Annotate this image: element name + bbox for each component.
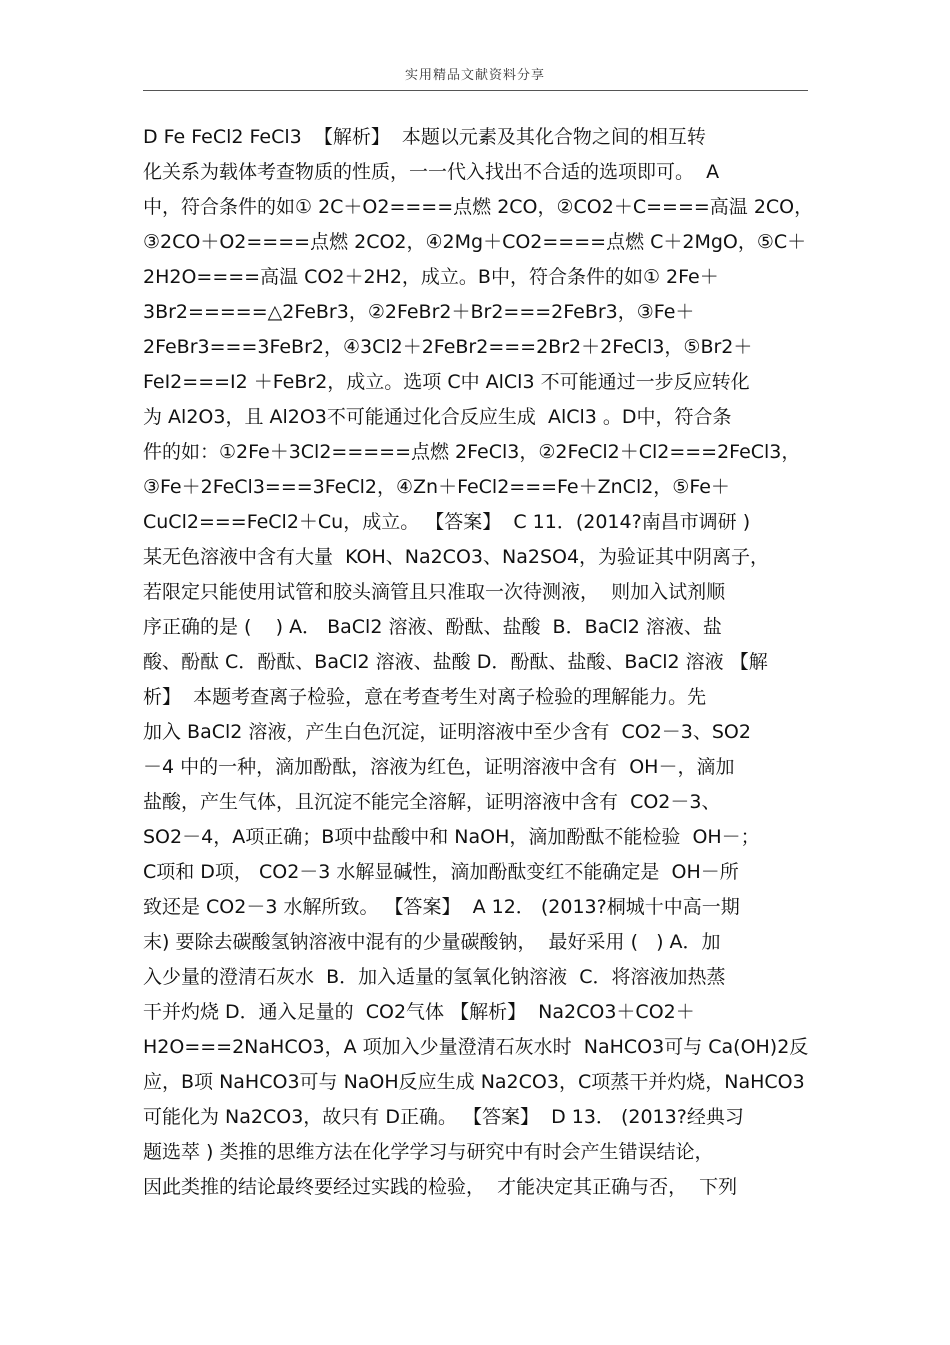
document-body bbox=[143, 120, 833, 1205]
text-line: C项和 D项， CO2－3 水解显碱性，滴加酚酞变红不能确定是 OH－所 bbox=[143, 861, 739, 883]
text-line: 为 Al2O3，且 Al2O3不可能通过化合反应生成 AlCl3 。D中，符合条 bbox=[143, 406, 732, 428]
text-line: 件的如：①2Fe＋3Cl2=====点燃 2FeCl3，②2FeCl2＋Cl2===2FeCl3， bbox=[143, 441, 801, 463]
text-line: SO2－4，A项正确；B项中盐酸中和 NaOH，滴加酚酞不能检验 OH－； bbox=[143, 826, 760, 848]
page-header: 实用精品文献资料分享 bbox=[404, 68, 545, 83]
text-line: 加入 BaCl2 溶液，产生白色沉淀，证明溶液中至少含有 CO2－3、SO2 bbox=[143, 721, 751, 743]
text-line: 中，符合条件的如① 2C＋O2====点燃 2CO，②CO2＋C====高温 2CO， bbox=[143, 196, 814, 218]
text-line: 可能化为 Na2CO3，故只有 D正确。 【答案】 D 13． (2013?经典习 bbox=[143, 1106, 744, 1128]
header-divider bbox=[143, 90, 808, 91]
text-line: 干并灼烧 D．通入足量的 CO2气体 【解析】 Na2CO3＋CO2＋ bbox=[143, 1001, 695, 1023]
text-line: ③Fe＋2FeCl3===3FeCl2，④Zn＋FeCl2===Fe＋ZnCl2，⑤Fe＋ bbox=[143, 476, 730, 498]
text-line: CuCl2===FeCl2＋Cu，成立。 【答案】 C 11．(2014?南昌市调研 ) bbox=[143, 511, 751, 533]
text-line: 末) 要除去碳酸氢钠溶液中混有的少量碳酸钠， 最好采用 ( ) A．加 bbox=[143, 931, 721, 953]
text-line: 应，B项 NaHCO3可与 NaOH反应生成 Na2CO3，C项蒸干并灼烧，NaHCO3 bbox=[143, 1071, 805, 1093]
text-line: H2O===2NaHCO3，A 项加入少量澄清石灰水时 NaHCO3可与 Ca(OH)2反 bbox=[143, 1036, 809, 1058]
text-line: 2FeBr3===3FeBr2，④3Cl2＋2FeBr2===2Br2＋2FeCl3，⑤Br2＋ bbox=[143, 336, 753, 358]
text-line: ③2CO＋O2====点燃 2CO2，④2Mg＋CO2====点燃 C＋2MgO，⑤C＋ bbox=[143, 231, 807, 253]
text-line: 题选萃 ) 类推的思维方法在化学学习与研究中有时会产生错误结论， bbox=[143, 1141, 714, 1163]
text-line: 致还是 CO2－3 水解所致。 【答案】 A 12． (2013?桐城十中高一期 bbox=[143, 896, 740, 918]
text-line: 化关系为载体考查物质的性质，一一代入找出不合适的选项即可。 A bbox=[143, 161, 720, 183]
text-line: D Fe FeCl2 FeCl3 【解析】 本题以元素及其化合物之间的相互转 bbox=[143, 126, 706, 148]
text-line: 酸、酚酞 C．酚酞、BaCl2 溶液、盐酸 D．酚酞、盐酸、BaCl2 溶液 【解 bbox=[143, 651, 768, 673]
text-line: 析】 本题考查离子检验，意在考查考生对离子检验的理解能力。先 bbox=[143, 686, 707, 708]
text-line: 某无色溶液中含有大量 KOH、Na2CO3、Na2SO4，为验证其中阴离子， bbox=[143, 546, 770, 568]
text-line: 3Br2=====△2FeBr3，②2FeBr2＋Br2===2FeBr3，③Fe＋ bbox=[143, 301, 695, 323]
text-line: 入少量的澄清石灰水 B．加入适量的氢氧化钠溶液 C．将溶液加热蒸 bbox=[143, 966, 726, 988]
text-line: 序正确的是 ( ) A． BaCl2 溶液、酚酞、盐酸 B．BaCl2 溶液、盐 bbox=[143, 616, 722, 638]
text-line: 2H2O====高温 CO2＋2H2，成立。B中，符合条件的如① 2Fe＋ bbox=[143, 266, 719, 288]
text-line: 若限定只能使用试管和胶头滴管且只准取一次待测液， 则加入试剂顺 bbox=[143, 581, 726, 603]
text-line: FeI2===I2 ＋FeBr2，成立。选项 C中 AlCl3 不可能通过一步反应转化 bbox=[143, 371, 750, 393]
text-line: －4 中的一种，滴加酚酞，溶液为红色，证明溶液中含有 OH－，滴加 bbox=[143, 756, 735, 778]
text-line: 因此类推的结论最终要经过实践的检验， 才能决定其正确与否， 下列 bbox=[143, 1176, 738, 1198]
text-line: 盐酸，产生气体，且沉淀不能完全溶解，证明溶液中含有 CO2－3、 bbox=[143, 791, 721, 813]
